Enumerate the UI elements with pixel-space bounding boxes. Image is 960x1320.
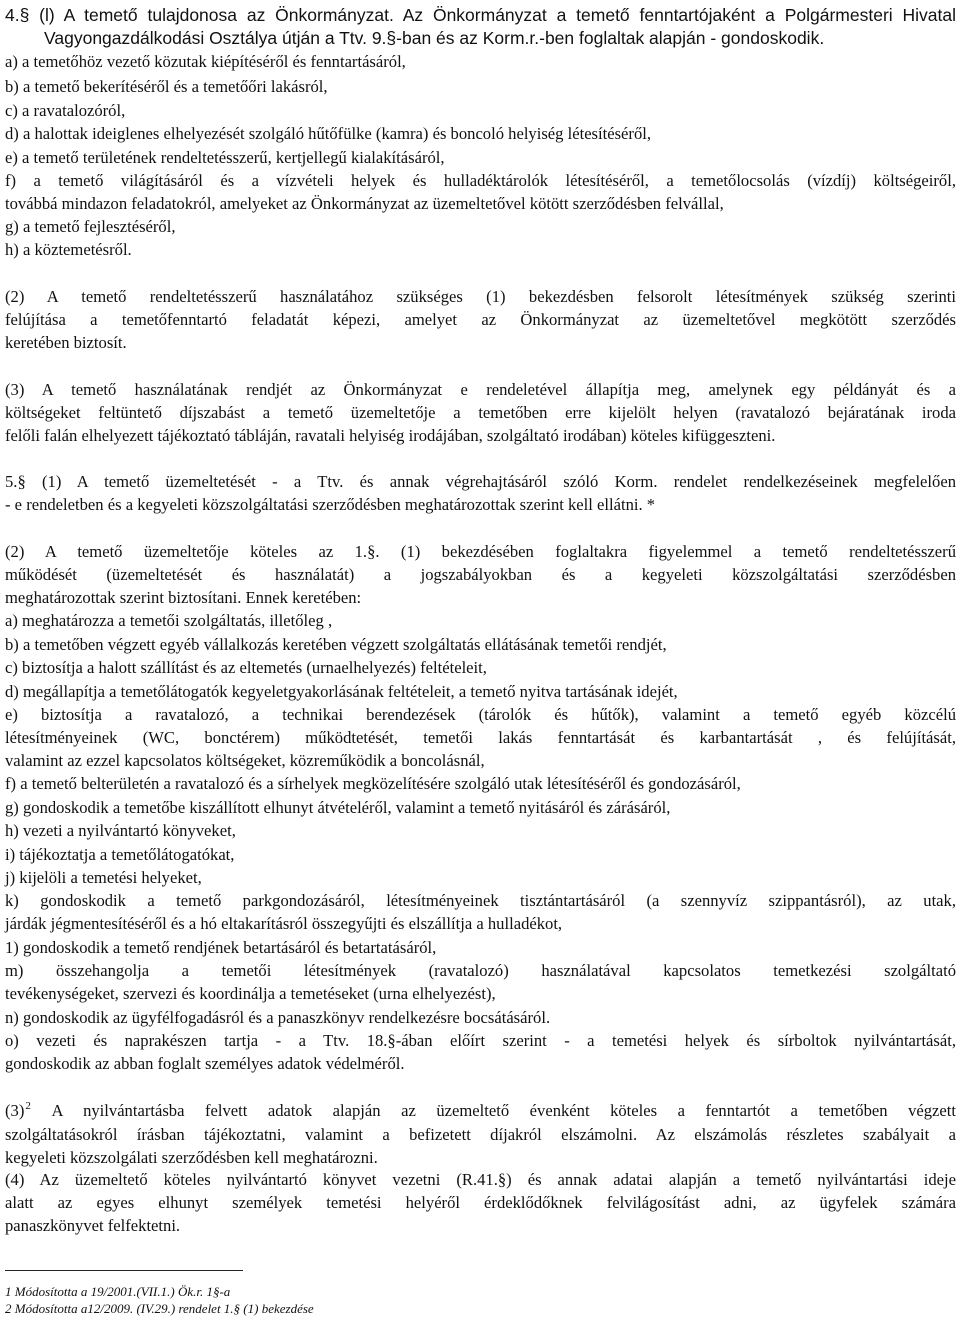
paragraph-line: költségeket feltüntető díjszabást a temető üzemeltetője a temetőben erre kijelölt helyen (ravatalozó bejáratának iroda — [5, 403, 956, 422]
list-item: létesítményeinek (WC, bonctérem) működtetését, temetői lakás fenntartását és karbantartását , és felújítását, — [5, 728, 956, 747]
paragraph-line: (3) A temető használatának rendjét az Önkormányzat e rendeletével állapítja meg, amelynek egy példányát és a — [5, 380, 956, 399]
paragraph-line: szolgáltatásokról írásban tájékoztatni, valamint a befizetett díjakról elszámolni. Az elszámolás részletes szabályait a — [5, 1125, 956, 1144]
list-item: d) a halottak ideiglenes elhelyezését szolgáló hűtőfülke (kamra) és boncoló helyiség létesítéséről, — [5, 124, 652, 143]
paragraph-line: panaszkönyvet felfektetni. — [5, 1216, 181, 1235]
list-item: járdák jégmentesítéséről és a hó eltakarításról összegyűjti és elszállítja a hulladékot, — [5, 914, 563, 933]
paragraph-text: A nyilvántartásba felvett adatok alapján az üzemeltető évenként köteles a fenntartót a temetőben végzett — [51, 1101, 956, 1120]
paragraph-line: keretében biztosít. — [5, 333, 127, 352]
paragraph-line: 5.§ (1) A temető üzemeltetését - a Ttv. és annak végrehajtásáról szóló Korm. rendelet rendelkezéseinek megfelelően — [5, 472, 956, 491]
list-item: a) meghatározza a temetői szolgáltatás, illetőleg , — [5, 611, 333, 630]
list-item: g) gondoskodik a temetőbe kiszállított elhunyt átvételéről, valamint a temető nyitásáról és zárásáról, — [5, 798, 671, 817]
section-4-heading-line-1: 4.§ (l) A temető tulajdonosa az Önkormányzat. Az Önkormányzat a temető fenntartójaként a Polgármesteri Hivatal — [5, 5, 956, 25]
footnote-reference: 2 — [25, 1100, 31, 1112]
paragraph-line — [5, 1099, 956, 1125]
list-item: j) kijelöli a temetési helyeket, — [5, 868, 202, 887]
list-item: a) a temetőhöz vezető közutak kiépítéséről és fenntartásáról, — [5, 52, 406, 71]
footnote: 1 Módosította a 19/2001.(VII.1.) Ök.r. 1§-a — [5, 1284, 231, 1299]
paragraph-line: alatt az egyes elhunyt személyek temetési helyéről érdeklődőknek felvilágosítást adni, az ügyfelek számára — [5, 1193, 956, 1212]
list-item: e) biztosítja a ravatalozó, a technikai berendezések (tárolók és hűtők), valamint a temető egyéb közcélú — [5, 705, 956, 724]
list-item: g) a temető fejlesztéséről, — [5, 217, 176, 236]
paragraph-line: (2) A temető üzemeltetője köteles az 1.§. (1) bekezdésében foglaltakra figyelemmel a temető rendeltetésszerű — [5, 542, 956, 561]
paragraph-line: (4) Az üzemeltető köteles nyilvántartó könyvet vezetni (R.41.§) és annak adatai alapján a temető nyilvántartási ideje — [5, 1170, 956, 1189]
list-item: c) a ravatalozóról, — [5, 101, 126, 120]
paragraph-line: meghatározottak szerint biztosítani. Ennek keretében: — [5, 588, 362, 607]
paragraph-line: - e rendeletben és a kegyeleti közszolgáltatási szerződésben meghatározottak szerint kell ellátni. * — [5, 495, 656, 514]
list-item: f) a temető belterületén a ravatalozó és a sírhelyek megközelítésére szolgáló utak létesítéséről és gondozásáról, — [5, 774, 741, 793]
list-item: b) a temetőben végzett egyéb vállalkozás keretében végzett szolgáltatás ellátásának temetői rendjét, — [5, 635, 667, 654]
footnote-divider — [5, 1270, 243, 1271]
list-item: valamint az ezzel kapcsolatos költségeket, közreműködik a boncolásnál, — [5, 751, 485, 770]
list-item: n) gondoskodik az ügyfélfogadásról és a panaszkönyv rendelkezésre bocsátásáról. — [5, 1008, 551, 1027]
paragraph-line: felújítása a temetőfenntartó feladatát képezi, amelyet az Önkormányzat az üzemeltetővel megkötött szerződés — [5, 310, 956, 329]
section-4-heading-line-2: Vagyongazdálkodási Osztálya útján a Ttv. 9.§-ban és az Korm.r.-ben foglaltak alapján - gondoskodik. — [44, 28, 825, 48]
list-item: 1) gondoskodik a temető rendjének betartásáról és betartatásáról, — [5, 938, 437, 957]
list-item: m) összehangolja a temetői létesítmények (ravatalozó) használatával kapcsolatos temetkezési szolgáltató — [5, 961, 956, 980]
list-item: b) a temető bekerítéséről és a temetőőri lakásról, — [5, 77, 328, 96]
paragraph-line: felőli falán elhelyezett tájékoztató tábláján, ravatali helyiség irodájában, szolgáltató irodában) köteles kifüggeszteni. — [5, 426, 776, 445]
list-item: i) tájékoztatja a temetőlátogatókat, — [5, 845, 235, 864]
list-item: továbbá mindazon feladatokról, amelyeket az Önkormányzat az üzemeltetővel kötött szerződésben felvállal, — [5, 194, 724, 213]
list-item: h) vezeti a nyilvántartó könyveket, — [5, 821, 236, 840]
paragraph-line: kegyeleti közszolgálati szerződésben kell meghatározni. — [5, 1148, 378, 1167]
list-item: e) a temető területének rendeltetésszerű, kertjellegű kialakításáról, — [5, 148, 445, 167]
paragraph-line: működését (üzemeltetését és használatát) a jogszabályokban és a kegyeleti közszolgáltatási szerződésben — [5, 565, 956, 584]
footnote: 2 Módosította a12/2009. (IV.29.) rendelet 1.§ (1) bekezdése — [5, 1301, 314, 1316]
list-item: h) a köztemetésről. — [5, 240, 132, 259]
paragraph-number: (3) — [5, 1101, 25, 1120]
paragraph-line: (2) A temető rendeltetésszerű használatához szükséges (1) bekezdésben felsorolt létesítmények szükség szerinti — [5, 287, 956, 306]
list-item: o) vezeti és naprakészen tartja - a Ttv. 18.§-ában előírt szerint - a temetési helyek és sírboltok nyilvántartását, — [5, 1031, 956, 1050]
list-item: f) a temető világításáról és a vízvételi helyek és hulladéktárolók létesítéséről, a temetőlocsolás (vízdíj) költségeiről, — [5, 171, 956, 190]
list-item: d) megállapítja a temetőlátogatók kegyeletgyakorlásának feltételeit, a temető nyitva tartásának idejét, — [5, 682, 678, 701]
list-item: tevékenységeket, szervezi és koordinálja a temetéseket (urna elhelyezést), — [5, 984, 496, 1003]
list-item: k) gondoskodik a temető parkgondozásáról, létesítményeinek tisztántartásáról (a szennyvíz szippantásról), az utak, — [5, 891, 956, 910]
list-item: c) biztosítja a halott szállítást és az eltemetés (urnaelhelyezés) feltételeit, — [5, 658, 487, 677]
list-item: gondoskodik az abban foglalt személyes adatok védelméről. — [5, 1054, 405, 1073]
